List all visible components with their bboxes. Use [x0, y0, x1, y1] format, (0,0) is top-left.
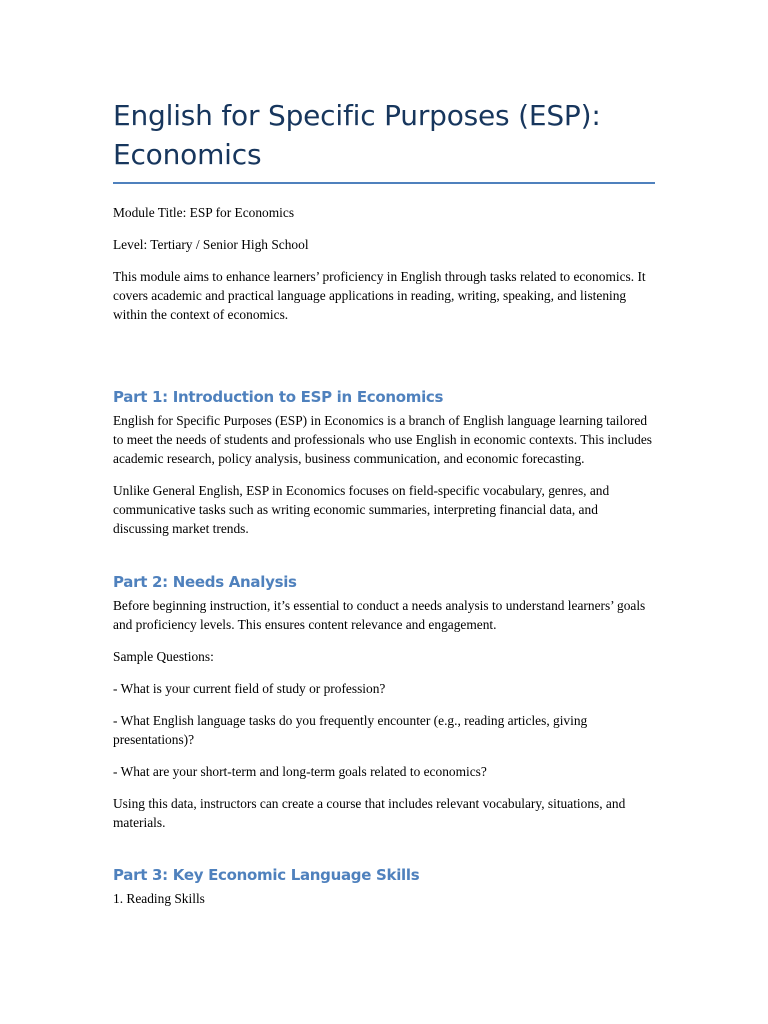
part1-heading: Part 1: Introduction to ESP in Economics — [113, 388, 444, 406]
document-title: English for Specific Purposes (ESP): Economics — [113, 99, 601, 171]
sample-question-2: - What English language tasks do you frequently encounter (e.g., reading articles, giving presentations)? — [113, 713, 588, 747]
title-underline — [113, 182, 655, 184]
document-page — [113, 0, 655, 908]
module-title: Module Title: ESP for Economics — [113, 205, 295, 220]
sample-question-3: - What are your short-term and long-term goals related to economics? — [113, 764, 487, 779]
module-intro: This module aims to enhance learners’ proficiency in English through tasks related to economics. It covers academic and practical language applications in reading, writing, speaking, and listening within the context of economics. — [113, 269, 646, 322]
part3-heading: Part 3: Key Economic Language Skills — [113, 866, 420, 884]
part1-paragraph-2: Unlike General English, ESP in Economics focuses on field-specific vocabulary, genres, and communicative tasks such as writing economic summaries, interpreting financial data, and discussing market trends. — [113, 483, 610, 536]
part3-list-item-1: 1. Reading Skills — [113, 891, 205, 906]
part1-paragraph-1: English for Specific Purposes (ESP) in Economics is a branch of English language learning tailored to meet the needs of students and professionals who use English in economic contexts. This includes academic research, policy analysis, business communication, and economic forecasting. — [113, 413, 652, 466]
part2-heading: Part 2: Needs Analysis — [113, 573, 297, 591]
module-level: Level: Tertiary / Senior High School — [113, 237, 309, 252]
part2-paragraph-2: Using this data, instructors can create a course that includes relevant vocabulary, situations, and materials. — [113, 796, 626, 830]
part2-paragraph-1: Before beginning instruction, it’s essential to conduct a needs analysis to understand learners’ goals and proficiency levels. This ensures content relevance and engagement. — [113, 598, 646, 632]
sample-question-1: - What is your current field of study or profession? — [113, 681, 386, 696]
sample-questions-label: Sample Questions: — [113, 649, 214, 664]
